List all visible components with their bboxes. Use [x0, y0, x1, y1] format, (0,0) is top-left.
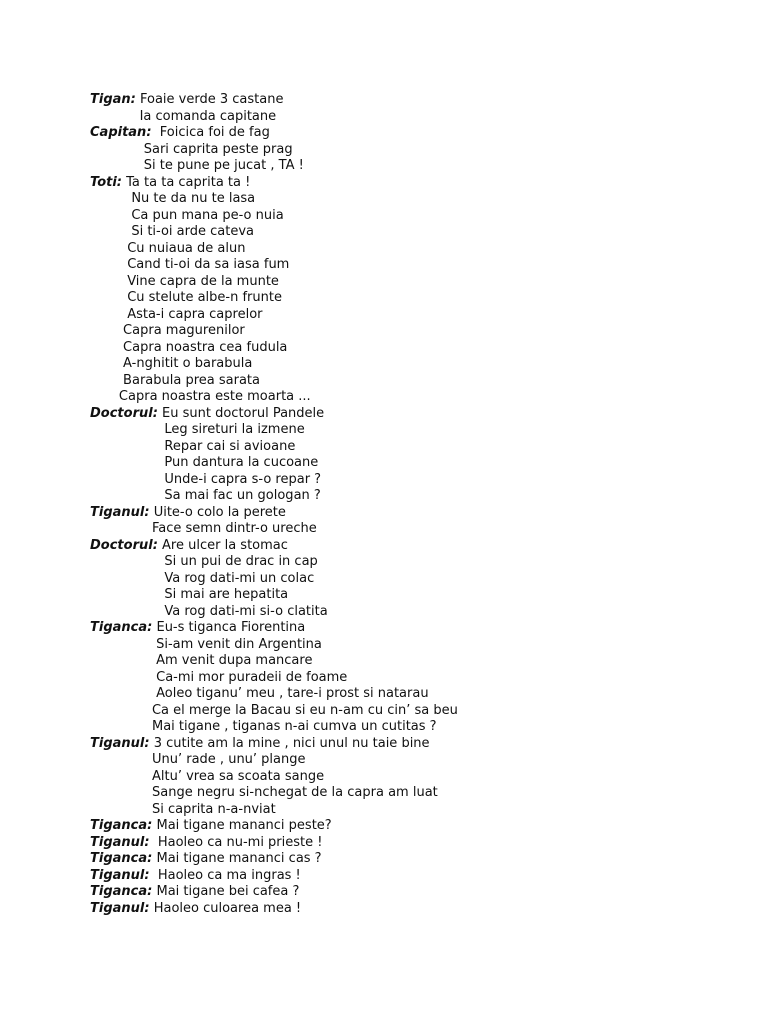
line-text: 3 cutite am la mine , nici unul nu taie bine [149, 735, 430, 751]
dialogue-line [90, 340, 287, 357]
line-text: Si un pui de drac in cap [90, 554, 318, 569]
dialogue-line-with-speaker [90, 406, 324, 423]
dialogue-line [90, 307, 263, 324]
line-text: Ca-mi mor puradeii de foame [90, 669, 348, 685]
dialogue-line [90, 439, 295, 456]
dialogue-line [90, 653, 312, 670]
line-text: Am venit dupa mancare [90, 653, 313, 668]
line-text: Si mai are hepatita [90, 587, 289, 602]
line-text: Eu sunt doctorul Pandele [157, 405, 325, 421]
line-text: Leg sireturi la izmene [90, 422, 305, 437]
line-text: Foaie verde 3 castane [135, 92, 284, 107]
dialogue-line [90, 472, 321, 489]
line-text: Ca pun mana pe-o nuia [90, 207, 284, 223]
dialogue-line [90, 356, 252, 373]
line-text: Ia comanda capitane [90, 108, 277, 124]
line-text: Unu’ rade , unu’ plange [90, 752, 306, 767]
line-text: Repar cai si avioane [90, 438, 296, 454]
dialogue-line [90, 257, 289, 274]
dialogue-line [90, 670, 347, 687]
speaker-label: Tiganca: [90, 884, 153, 899]
dialogue-line [90, 719, 437, 736]
dialogue-line-with-speaker [90, 505, 286, 522]
line-text: Va rog dati-mi un colac [90, 570, 315, 586]
speaker-label: Tiganul: [90, 867, 150, 883]
line-text: Si ti-oi arde cateva [90, 224, 254, 239]
speaker-label: Toti: [90, 174, 122, 190]
line-text: A-nghitit o barabula [90, 356, 253, 371]
dialogue-line-with-speaker [90, 818, 332, 835]
line-text: Mai tigane mananci cas ? [152, 851, 322, 866]
dialogue-line [90, 241, 245, 258]
line-text: Face semn dintr-o ureche [90, 521, 317, 536]
dialogue-line [90, 323, 245, 340]
dialogue-line-with-speaker [90, 835, 322, 852]
dialogue-line [90, 373, 260, 390]
dialogue-line [90, 571, 314, 588]
line-text: Unde-i capra s-o repar ? [90, 471, 322, 487]
dialogue-line [90, 752, 306, 769]
speaker-label: Tiganul: [90, 504, 150, 520]
speaker-label: Tigan: [90, 92, 136, 107]
dialogue-line-with-speaker [90, 538, 288, 555]
dialogue-line [90, 158, 304, 175]
dialogue-line [90, 686, 429, 703]
speaker-label: Tiganul: [90, 735, 150, 751]
line-text: Sange negru si-nchegat de la capra am luat [90, 785, 438, 800]
dialogue-line-with-speaker [90, 884, 299, 901]
line-text: Va rog dati-mi si-o clatita [90, 603, 328, 619]
dialogue-line [90, 769, 324, 786]
speaker-label: Doctorul: [90, 405, 158, 421]
dialogue-line [90, 224, 254, 241]
speaker-label: Tiganca: [90, 620, 153, 635]
dialogue-line-with-speaker [90, 125, 270, 142]
speaker-label: Doctorul: [90, 537, 158, 553]
line-text: Aoleo tiganu’ meu , tare-i prost si natarau [90, 686, 429, 701]
line-text: Capra noastra cea fudula [90, 339, 288, 355]
dialogue-line [90, 109, 276, 126]
line-text: Altu’ vrea sa scoata sange [90, 768, 325, 784]
line-text: Ta ta ta caprita ta ! [122, 174, 251, 190]
speaker-label: Tiganul: [90, 834, 150, 850]
dialogue-line [90, 191, 255, 208]
dialogue-line-with-speaker [90, 868, 301, 885]
line-text: Sa mai fac un gologan ? [90, 488, 321, 503]
line-text: Mai tigane , tiganas n-ai cumva un cutitas ? [90, 719, 437, 734]
dialogue-line [90, 802, 276, 819]
dialogue-line [90, 455, 318, 472]
dialogue-line [90, 554, 318, 571]
line-text: Haoleo culoarea mea ! [149, 900, 302, 916]
speaker-label: Tiganca: [90, 851, 153, 866]
line-text: Mai tigane mananci peste? [152, 818, 332, 833]
line-text: Barabula prea sarata [90, 372, 260, 388]
line-text: Capra noastra este moarta ... [90, 389, 311, 404]
dialogue-line [90, 604, 328, 621]
dialogue-line [90, 142, 293, 159]
dialogue-line [90, 521, 317, 538]
dialogue-line [90, 637, 322, 654]
line-text: Nu te da nu te lasa [90, 191, 256, 206]
dialogue-line-with-speaker [90, 736, 430, 753]
line-text: Vine capra de la munte [90, 273, 279, 289]
line-text: Cand ti-oi da sa iasa fum [90, 257, 290, 272]
speaker-label: Tiganca: [90, 818, 153, 833]
line-text: Capra magurenilor [90, 323, 245, 338]
line-text: Haoleo ca nu-mi prieste ! [149, 834, 323, 850]
dialogue-line [90, 389, 311, 406]
line-text: Cu nuiaua de alun [90, 240, 246, 256]
line-text: Si caprita n-a-nviat [90, 801, 276, 817]
dialogue-line-with-speaker [90, 851, 322, 868]
line-text: Asta-i capra caprelor [90, 306, 263, 322]
speaker-label: Capitan: [90, 125, 152, 140]
dialogue-line-with-speaker [90, 620, 305, 637]
line-text: Eu-s tiganca Fiorentina [152, 620, 306, 635]
dialogue-line-with-speaker [90, 175, 250, 192]
line-text: Mai tigane bei cafea ? [152, 884, 300, 899]
line-text: Are ulcer la stomac [157, 537, 288, 553]
dialogue-line [90, 703, 458, 720]
line-text: Pun dantura la cucoane [90, 455, 319, 470]
dialogue-line [90, 208, 284, 225]
line-text: Haoleo ca ma ingras ! [149, 867, 301, 883]
dialogue-line [90, 488, 321, 505]
dialogue-line-with-speaker [90, 92, 283, 109]
line-text: Ca el merge la Bacau si eu n-am cu cin’ sa beu [90, 702, 458, 718]
dialogue-line-with-speaker [90, 901, 301, 918]
line-text: Sari caprita peste prag [90, 141, 293, 157]
line-text: Si-am venit din Argentina [90, 636, 322, 652]
dialogue-line [90, 422, 305, 439]
line-text: Si te pune pe jucat , TA ! [90, 158, 304, 173]
dialogue-line [90, 587, 288, 604]
line-text: Cu stelute albe-n frunte [90, 290, 282, 305]
line-text: Uite-o colo la perete [149, 504, 286, 520]
line-text: Foicica foi de fag [151, 125, 270, 140]
speaker-label: Tiganul: [90, 900, 150, 916]
dialogue-line [90, 785, 438, 802]
dialogue-line [90, 290, 282, 307]
dialogue-line [90, 274, 279, 291]
